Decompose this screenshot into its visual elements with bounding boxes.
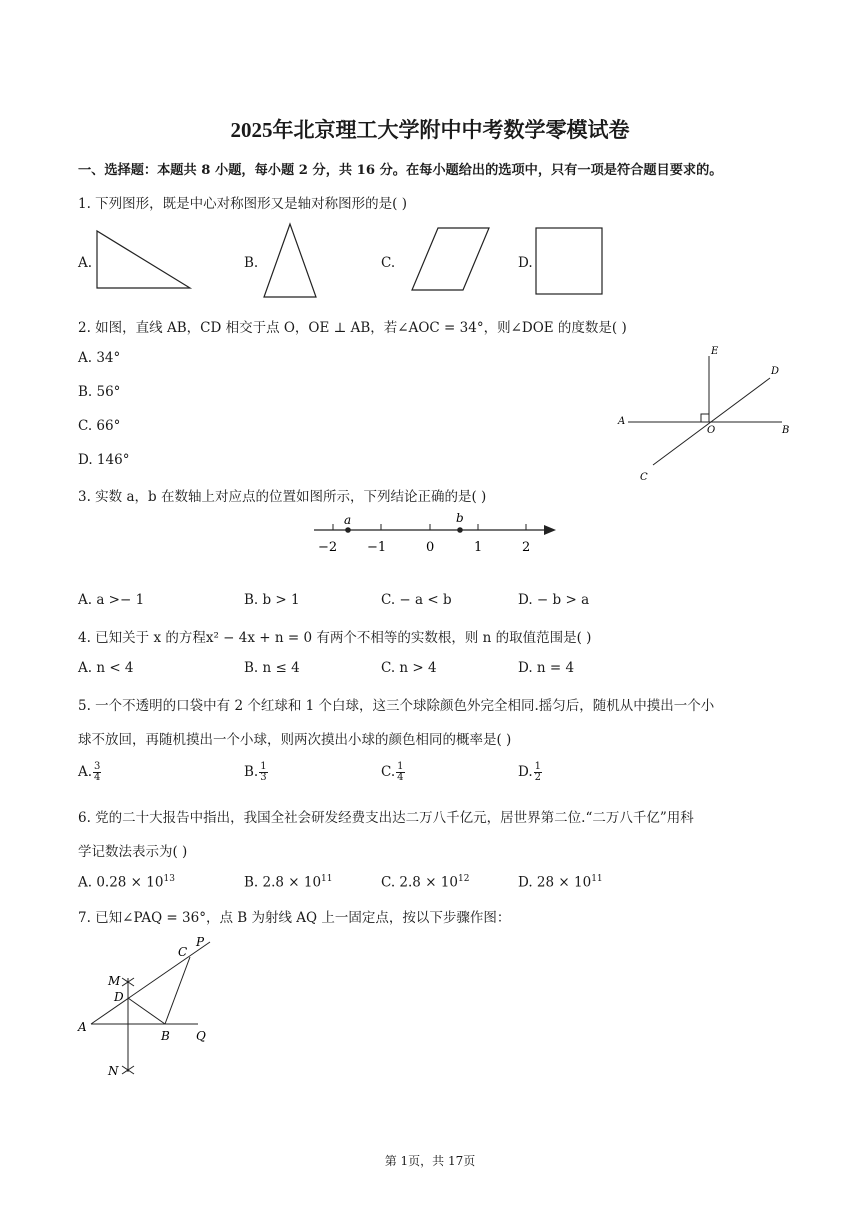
option-label: B.: [244, 764, 259, 780]
q1-option-a-label: A.: [78, 255, 93, 271]
label-c: C: [640, 472, 648, 483]
exponent: 13: [163, 874, 175, 884]
label-b: B: [782, 425, 790, 436]
label-e: E: [711, 346, 719, 357]
q4-option-a: A. n < 4: [78, 660, 134, 676]
denominator: 2: [534, 772, 542, 783]
label-m: M: [108, 974, 121, 988]
q3-option-c: C. − a < b: [381, 592, 452, 608]
q2-option-a: A. 34°: [78, 350, 121, 366]
label-a: a: [344, 513, 352, 527]
q2-option-d: D. 146°: [78, 452, 130, 468]
segment-db: [128, 998, 165, 1024]
label-q: Q: [196, 1029, 206, 1043]
option-label: B. 2.8 × 10: [244, 874, 322, 891]
label-o: O: [707, 425, 716, 436]
label-c: C: [178, 945, 188, 959]
option-label: D.: [518, 764, 533, 780]
page-title: 2025年北京理工大学附中中考数学零模试卷: [230, 118, 630, 142]
question-6-stem-line1: 6. 党的二十大报告中指出，我国全社会研发经费支出达二万八千亿元，居世界第二位.“二万八千亿”用科: [78, 810, 694, 826]
exponent: 11: [321, 874, 333, 884]
tick-label: 2: [522, 540, 531, 555]
q1-option-c-label: C.: [381, 255, 396, 271]
question-4-stem: 4. 已知关于 x 的方程x² − 4x + n = 0 有两个不相等的实数根，则 n 的取值范围是( ): [78, 630, 592, 646]
q1-option-b-label: B.: [244, 255, 259, 271]
option-label: C. 2.8 × 10: [381, 874, 458, 891]
q1-option-d-label: D.: [518, 255, 533, 271]
numerator: 1: [397, 761, 404, 772]
segment-cb: [165, 957, 190, 1024]
question-2-stem: 2. 如图，直线 AB，CD 相交于点 O，OE ⊥ AB，若∠AOC = 34°，则∠DOE 的度数是( ): [78, 320, 627, 336]
denominator: 4: [94, 772, 101, 783]
q2-option-c: C. 66°: [78, 418, 121, 434]
option-label: D. 28 × 10: [518, 874, 592, 891]
tick-label: 0: [426, 540, 435, 555]
tick-label: −1: [367, 540, 387, 555]
option-label: C.: [381, 764, 396, 780]
option-label: A. 0.28 × 10: [78, 874, 164, 891]
denominator: 4: [397, 772, 404, 783]
label-a: A: [78, 1020, 87, 1034]
q2-option-b: B. 56°: [78, 384, 121, 400]
q4-option-c: C. n > 4: [381, 660, 437, 676]
label-p: P: [196, 935, 205, 949]
page-footer: 第 1页，共 17页: [384, 1154, 476, 1168]
label-d: D: [114, 990, 124, 1004]
label-b: B: [161, 1029, 170, 1043]
numerator: 1: [260, 761, 267, 772]
numerator: 3: [94, 761, 101, 772]
option-label: A.: [78, 764, 93, 780]
question-3-stem: 3. 实数 a，b 在数轴上对应点的位置如图所示，下列结论正确的是( ): [78, 489, 487, 505]
tick-label: −2: [318, 540, 338, 555]
q4-option-d: D. n = 4: [518, 660, 575, 676]
q3-option-b: B. b > 1: [244, 592, 300, 608]
denominator: 3: [260, 772, 267, 783]
q3-option-a: A. a >− 1: [78, 592, 145, 608]
label-d: D: [771, 366, 780, 377]
exponent: 11: [591, 874, 603, 884]
question-5-stem-line1: 5. 一个不透明的口袋中有 2 个红球和 1 个白球，这三个球除颜色外完全相同.摇匀后，随机从中摸出一个小: [78, 698, 715, 714]
label-a: A: [618, 416, 626, 427]
q3-option-d: D. − b > a: [518, 592, 590, 608]
question-1-stem: 1. 下列图形，既是中心对称图形又是轴对称图形的是( ): [78, 196, 407, 212]
label-b: b: [456, 511, 464, 525]
label-n: N: [108, 1064, 119, 1078]
question-6-stem-line2: 学记数法表示为( ): [78, 844, 188, 860]
question-7-stem: 7. 已知∠PAQ = 36°，点 B 为射线 AQ 上一固定点，按以下步骤作图：: [78, 910, 511, 926]
q4-option-b: B. n ≤ 4: [244, 660, 300, 676]
exponent: 12: [457, 874, 470, 884]
question-5-stem-line2: 球不放回，再随机摸出一个小球，则两次摸出小球的颜色相同的概率是( ): [78, 732, 512, 748]
section-heading: 一、选择题：本题共 8 小题，每小题 2 分，共 16 分。在每小题给出的选项中，只有一项是符合题目要求的。: [78, 163, 723, 178]
tick-label: 1: [474, 540, 483, 555]
numerator: 1: [534, 761, 542, 772]
